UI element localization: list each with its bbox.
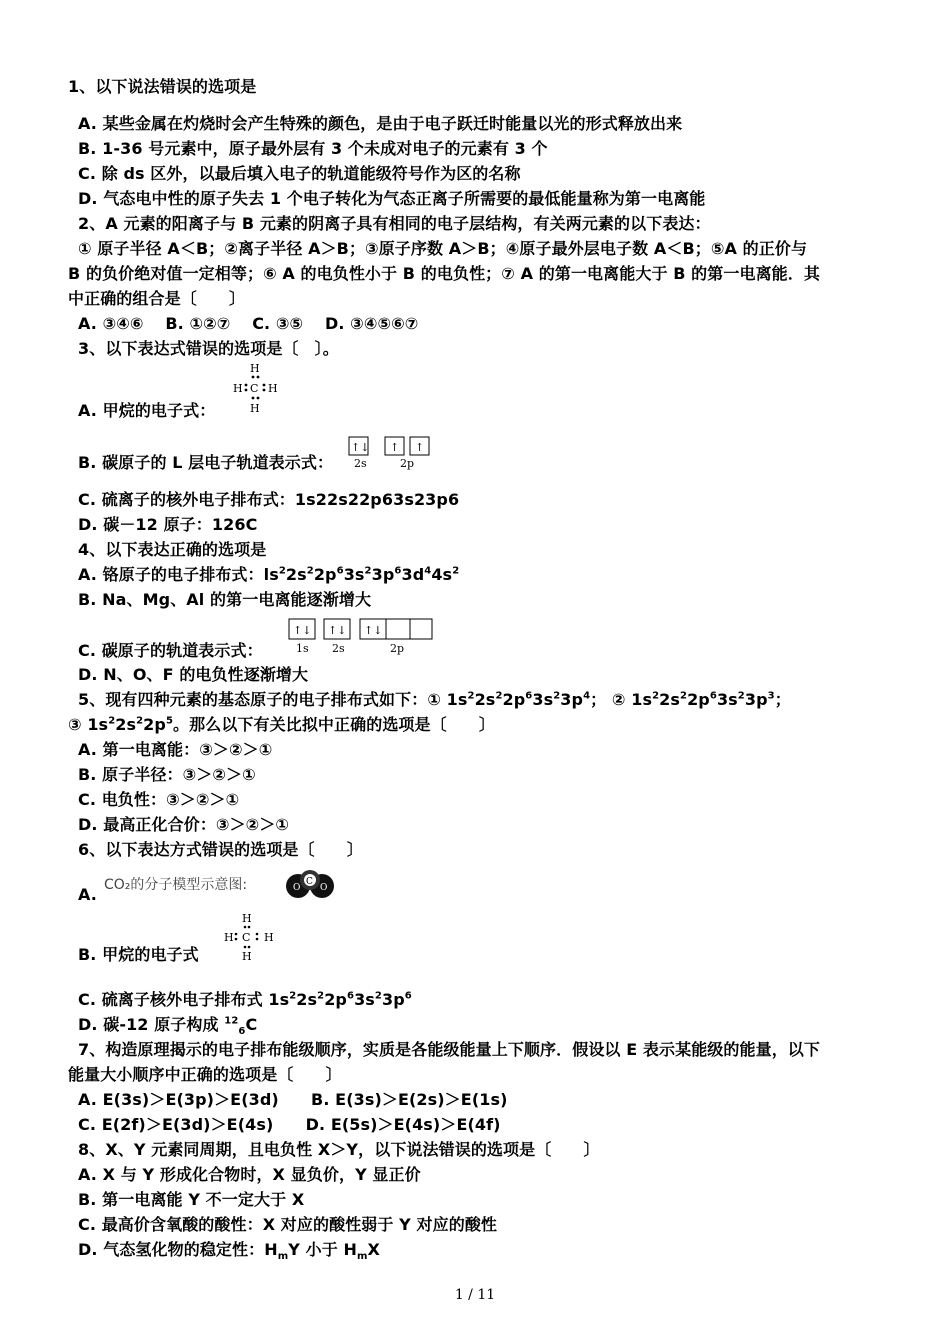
q7-options-ab: A. E(3s)＞E(3p)＞E(3d) B. E(3s)＞E(2s)＞E(1s) bbox=[78, 1090, 508, 1109]
q6-stem: 6、以下表达方式错误的选项是〔 〕 bbox=[78, 840, 363, 859]
q6-option-c: C. 硫离子核外电子排布式 $1s^22s^22p^63s^23p^6$ bbox=[78, 990, 412, 1009]
fig-h-top: H bbox=[250, 362, 260, 375]
q3-option-c: C. 硫离子的核外电子排布式：1s22s22p63s23p6 bbox=[78, 490, 460, 509]
q2-statements-2: B 的负价绝对值一定相等；⑥ A 的电负性小于 B 的电负性；⑦ A 的第一电离能大于 B 的第一电离能．其 bbox=[68, 264, 820, 283]
q2-statements-3: 中正确的组合是〔 〕 bbox=[68, 289, 246, 308]
fig-label-2p-b: 2p bbox=[390, 642, 405, 655]
q7-stem-2: 能量大小顺序中正确的选项是〔 〕 bbox=[68, 1065, 342, 1084]
q4-option-c: C. 碳原子的轨道表示式： bbox=[78, 641, 263, 660]
q6-option-a: A. bbox=[78, 885, 97, 904]
fig-arrow-ud: ↑↓ bbox=[351, 441, 370, 454]
q3-option-a: A. 甲烷的电子式： bbox=[78, 401, 216, 420]
fig-c-center: C bbox=[250, 382, 259, 395]
fig-h-right-2: H bbox=[264, 931, 274, 944]
q4-stem: 4、以下表达正确的选项是 bbox=[78, 540, 267, 559]
fig-h-bottom: H bbox=[250, 402, 260, 415]
q2-statements-1: ① 原子半径 A＜B；②离子半径 A＞B；③原子序数 A＞B；④原子最外层电子数 A＜B；⑤A 的正价与 bbox=[78, 239, 808, 258]
fig-label-2s: 2s bbox=[354, 457, 367, 470]
methane-electron-dot-figure bbox=[228, 362, 278, 416]
methane-electron-dot-figure-2 bbox=[222, 910, 280, 966]
fig-h-bottom-2: H bbox=[242, 950, 252, 963]
q1-option-d: D. 气态电中性的原子失去 1 个电子转化为气态正离子所需要的最低能量称为第一电离能 bbox=[78, 189, 706, 208]
q3-stem: 3、以下表达式错误的选项是〔 〕。 bbox=[78, 339, 339, 358]
q5-option-a: A. 第一电离能：③＞②＞① bbox=[78, 740, 273, 759]
q2-stem: 2、A 元素的阳离子与 B 元素的阴离子具有相同的电子层结构，有关两元素的以下表达： bbox=[78, 214, 711, 233]
q7-stem-1: 7、构造原理揭示的电子排布能级顺序，实质是各能级能量上下顺序．假设以 E 表示某能级的能量，以下 bbox=[78, 1040, 821, 1059]
fig-c-center-2: C bbox=[242, 931, 251, 944]
fig-label-1s: 1s bbox=[296, 642, 309, 655]
q7-options-cd: C. E(2f)＞E(3d)＞E(4s) D. E(5s)＞E(4s)＞E(4f) bbox=[78, 1115, 501, 1134]
co2-molecular-model-figure bbox=[282, 866, 340, 902]
q8-option-b: B. 第一电离能 Y 不一定大于 X bbox=[78, 1190, 305, 1209]
fig-h-top-2: H bbox=[242, 912, 252, 925]
q4-option-b: B. Na、Mg、Al 的第一电离能逐渐增大 bbox=[78, 590, 372, 609]
q5-option-b: B. 原子半径：③＞②＞① bbox=[78, 765, 256, 784]
q3-option-d: D. 碳－12 原子：126C bbox=[78, 515, 258, 534]
q6-option-b: B. 甲烷的电子式 bbox=[78, 945, 199, 964]
fig-arrow-u1: ↑ bbox=[390, 441, 400, 454]
q5-stem-1: 5、现有四种元素的基态原子的电子排布式如下：① $1s^22s^22p^63s^23p^4$； ② $1s^22s^22p^63s^23p^3$； bbox=[78, 690, 791, 709]
q2-options: A. ③④⑥ B. ①②⑦ C. ③⑤ D. ③④⑤⑥⑦ bbox=[78, 314, 419, 333]
carbon-l-shell-orbital-figure bbox=[348, 436, 438, 470]
fig-h-left-2: H bbox=[224, 931, 234, 944]
q8-option-a: A. X 与 Y 形成化合物时，X 显负价，Y 显正价 bbox=[78, 1165, 421, 1184]
q1-option-b: B. 1-36 号元素中，原子最外层有 3 个未成对电子的元素有 3 个 bbox=[78, 139, 548, 158]
q5-option-d: D. 最高正化合价：③＞②＞① bbox=[78, 815, 290, 834]
fig-o-left: O bbox=[293, 883, 301, 893]
fig-h-left: H bbox=[233, 382, 243, 395]
fig-label-2s-b: 2s bbox=[332, 642, 345, 655]
q1-stem: 1、以下说法错误的选项是 bbox=[68, 77, 257, 96]
fig-c-atom: C bbox=[306, 877, 313, 887]
fig-h-right: H bbox=[268, 382, 278, 395]
carbon-orbital-diagram-figure bbox=[288, 618, 438, 656]
q4-option-a: A. 铬原子的电子排布式：$ls^22s^22p^63s^23p^63d^44s^2$ bbox=[78, 565, 460, 584]
q8-option-d: D. 气态氢化物的稳定性：$H_mY$ 小于 $H_mX$ bbox=[78, 1240, 380, 1263]
page-number: 1 / 11 bbox=[454, 1287, 496, 1303]
q6-option-d: D. 碳-12 原子构成 $^{12}_6$C bbox=[78, 1015, 258, 1038]
fig-arrow-2p: ↑↓ bbox=[364, 624, 383, 637]
q1-option-a: A. 某些金属在灼烧时会产生特殊的颜色，是由于电子跃迁时能量以光的形式释放出来 bbox=[78, 114, 683, 133]
fig-arrow-1s: ↑↓ bbox=[293, 624, 312, 637]
co2-model-caption: CO₂的分子模型示意图: bbox=[104, 877, 248, 893]
q4-option-d: D. N、O、F 的电负性逐渐增大 bbox=[78, 665, 309, 684]
q8-option-c: C. 最高价含氧酸的酸性：X 对应的酸性弱于 Y 对应的酸性 bbox=[78, 1215, 498, 1234]
q5-option-c: C. 电负性：③＞②＞① bbox=[78, 790, 240, 809]
fig-label-2p: 2p bbox=[400, 457, 415, 470]
fig-o-right: O bbox=[320, 883, 328, 893]
q3-option-b: B. 碳原子的 L 层电子轨道表示式： bbox=[78, 453, 334, 472]
fig-arrow-u2: ↑ bbox=[415, 441, 425, 454]
fig-arrow-2s: ↑↓ bbox=[328, 624, 347, 637]
q5-stem-2: ③ $1s^22s^22p^5$。那么以下有关比拟中正确的选项是〔 〕 bbox=[68, 715, 496, 734]
q1-option-c: C. 除 ds 区外，以最后填入电子的轨道能级符号作为区的名称 bbox=[78, 164, 521, 183]
q8-stem: 8、X、Y 元素同周期，且电负性 X＞Y，以下说法错误的选项是〔 〕 bbox=[78, 1140, 600, 1159]
